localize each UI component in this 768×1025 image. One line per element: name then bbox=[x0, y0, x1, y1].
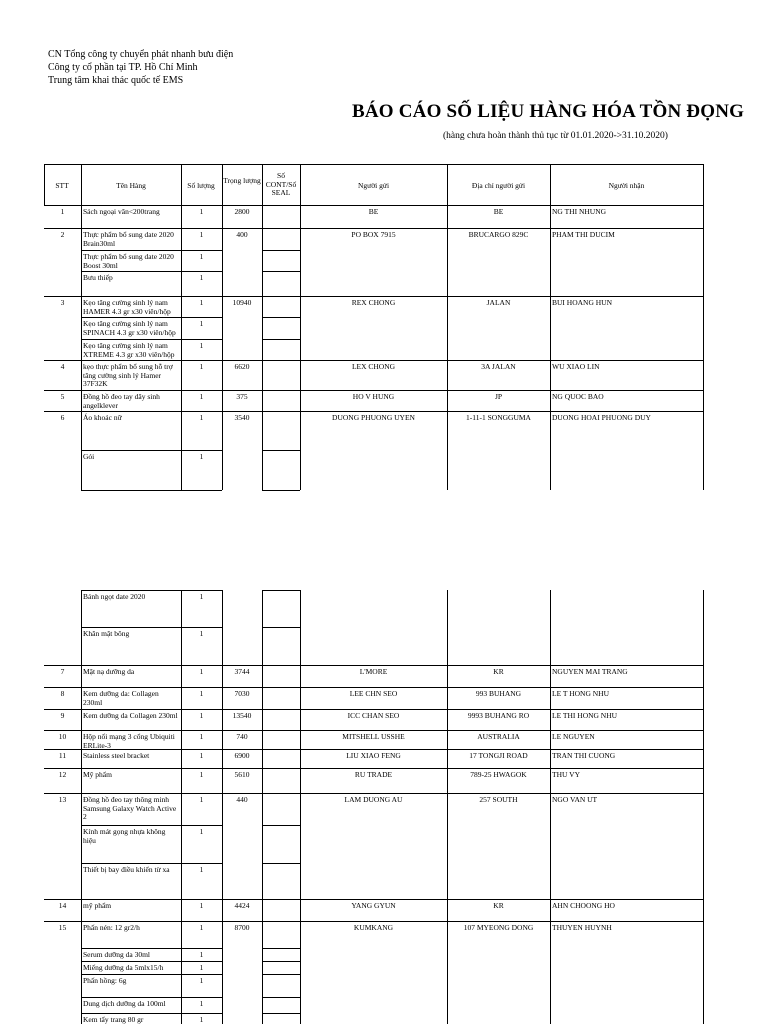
col-header-ten-hang: Tên Hàng bbox=[116, 181, 146, 190]
col-header-so-luong: Số lượng bbox=[187, 181, 215, 190]
cell-sl: 1 bbox=[199, 963, 204, 972]
cell-nhan: DUONG HOAI PHUONG DUY bbox=[552, 413, 651, 422]
grid-line bbox=[262, 997, 300, 998]
cell-tl: 13540 bbox=[232, 711, 252, 720]
grid-line bbox=[81, 590, 82, 1024]
grid-line bbox=[262, 590, 263, 1024]
cell-nhan: LE THI HONG NHU bbox=[552, 711, 618, 720]
company-line-2: Công ty cổ phần tại TP. Hồ Chí Minh bbox=[48, 62, 198, 73]
grid-line bbox=[81, 627, 222, 628]
grid-line bbox=[81, 317, 222, 318]
grid-line bbox=[703, 205, 704, 490]
cell-gui: YANG GYUN bbox=[351, 901, 396, 910]
cell-stt: 13 bbox=[58, 795, 67, 804]
grid-line bbox=[222, 205, 223, 490]
grid-line bbox=[81, 205, 82, 490]
cell-stt: 10 bbox=[58, 732, 67, 741]
grid-line bbox=[262, 250, 300, 251]
grid-line bbox=[703, 164, 704, 205]
cell-sl: 1 bbox=[199, 711, 204, 720]
grid-line bbox=[81, 948, 222, 949]
cell-ten: Kẹo tăng cường sinh lý nam HAMER 4.3 gr x30 viên/hộp bbox=[83, 298, 171, 316]
cell-gui: MITSHELL USSHE bbox=[342, 732, 405, 741]
grid-line bbox=[44, 709, 703, 710]
grid-line bbox=[262, 164, 263, 205]
cell-ten: Kem dưỡng da: Collagen 230ml bbox=[83, 689, 159, 707]
col-header-stt: STT bbox=[55, 181, 69, 190]
company-line-1: CN Tổng công ty chuyển phát nhanh bưu điện bbox=[48, 49, 234, 60]
cell-sl: 1 bbox=[199, 923, 204, 932]
grid-line bbox=[81, 590, 222, 591]
cell-ten: Serum dưỡng da 30ml bbox=[83, 950, 150, 959]
cell-dc: 1-11-1 SONGGUMA bbox=[466, 413, 531, 422]
grid-line bbox=[300, 205, 301, 490]
cell-dc: KR bbox=[493, 667, 504, 676]
cell-nhan: NG THI NHUNG bbox=[552, 207, 607, 216]
grid-line bbox=[262, 825, 300, 826]
cell-nhan: NG QUOC BAO bbox=[552, 392, 604, 401]
grid-line bbox=[447, 164, 448, 205]
cell-nhan: PHAM THI DUCIM bbox=[552, 230, 615, 239]
cell-ten: Thực phẩm bổ sung date 2020 Boost 30ml bbox=[83, 252, 174, 270]
cell-dc: AUSTRALIA bbox=[477, 732, 520, 741]
grid-line bbox=[300, 164, 301, 205]
cell-tl: 10940 bbox=[232, 298, 252, 307]
grid-line bbox=[44, 164, 703, 165]
grid-line bbox=[81, 961, 222, 962]
grid-line bbox=[262, 490, 300, 491]
cell-ten: Kẹo tăng cường sinh lý nam XTREME 4.3 gr x30 viên/hộp bbox=[83, 341, 175, 359]
cell-gui: LAM DUONG AU bbox=[344, 795, 403, 804]
grid-line bbox=[300, 590, 301, 1024]
grid-line bbox=[81, 271, 222, 272]
cell-dc: 107 MYEONG DONG bbox=[463, 923, 534, 932]
report-title: BÁO CÁO SỐ LIỆU HÀNG HÓA TỒN ĐỌNG bbox=[352, 101, 745, 122]
cell-sl: 1 bbox=[199, 950, 204, 959]
grid-line bbox=[181, 205, 182, 490]
cell-stt: 12 bbox=[58, 770, 67, 779]
grid-line bbox=[44, 793, 703, 794]
cell-nhan: WU XIAO LIN bbox=[552, 362, 600, 371]
grid-line bbox=[262, 339, 300, 340]
cell-dc: JP bbox=[494, 392, 503, 401]
cell-dc: 3A JALAN bbox=[481, 362, 516, 371]
cell-stt: 3 bbox=[60, 298, 65, 307]
grid-line bbox=[262, 590, 300, 591]
grid-line bbox=[262, 863, 300, 864]
cell-ten: Áo khoác nữ bbox=[83, 413, 122, 422]
cell-ten: kẹo thực phẩm bổ sung hỗ trợ tăng cường sinh lý Hamer 37F32K bbox=[83, 362, 173, 388]
cell-ten: Mặt nạ dưỡng da bbox=[83, 667, 135, 676]
cell-nhan: LE T HONG NHU bbox=[552, 689, 610, 698]
col-header-dia-chi: Địa chỉ người gửi bbox=[471, 181, 526, 190]
cell-stt: 1 bbox=[60, 207, 65, 216]
grid-line bbox=[262, 1013, 300, 1014]
grid-line bbox=[181, 590, 182, 1024]
cell-sl: 1 bbox=[199, 230, 204, 239]
cell-stt: 15 bbox=[58, 923, 67, 932]
cell-sl: 1 bbox=[199, 999, 204, 1008]
cell-tl: 375 bbox=[236, 392, 248, 401]
cell-tl: 8700 bbox=[234, 923, 250, 932]
cell-stt: 6 bbox=[60, 413, 65, 422]
cell-tl: 400 bbox=[236, 230, 248, 239]
cell-nhan: THU VY bbox=[552, 770, 580, 779]
cell-dc: KR bbox=[493, 901, 504, 910]
cell-sl: 1 bbox=[199, 629, 204, 638]
cell-sl: 1 bbox=[199, 298, 204, 307]
grid-line bbox=[550, 590, 551, 1024]
cell-sl: 1 bbox=[199, 452, 204, 461]
grid-line bbox=[81, 450, 222, 451]
cell-ten: Gói bbox=[83, 452, 95, 461]
grid-line bbox=[44, 411, 703, 412]
grid-line bbox=[81, 863, 222, 864]
cell-stt: 8 bbox=[60, 689, 65, 698]
cell-gui: ICC CHAN SEO bbox=[347, 711, 400, 720]
cell-dc: 993 BUHANG bbox=[475, 689, 522, 698]
col-header-trong-luong: Trọng lượng bbox=[223, 176, 261, 185]
cell-gui: REX CHONG bbox=[351, 298, 396, 307]
cell-nhan: THUYEN HUYNH bbox=[552, 923, 612, 932]
cell-gui: BE bbox=[368, 207, 379, 216]
grid-line bbox=[81, 250, 222, 251]
grid-line bbox=[81, 164, 82, 205]
col-header-nguoi-gui: Người gửi bbox=[357, 181, 390, 190]
cell-stt: 5 bbox=[60, 392, 65, 401]
grid-line bbox=[222, 590, 223, 1024]
grid-line bbox=[81, 339, 222, 340]
grid-line bbox=[44, 164, 45, 205]
cell-stt: 11 bbox=[58, 751, 67, 760]
grid-line bbox=[44, 768, 703, 769]
cell-ten: Phấn nén: 12 gr2/h bbox=[83, 923, 140, 932]
grid-line bbox=[44, 921, 703, 922]
cell-ten: Kẹo tăng cường sinh lý nam SPINACH 4.3 gr x30 viên/hộp bbox=[83, 319, 176, 337]
cell-gui: KUMKANG bbox=[353, 923, 394, 932]
grid-line bbox=[447, 590, 448, 1024]
grid-line bbox=[81, 825, 222, 826]
cell-ten: Thực phẩm bổ sung date 2020 Brain30ml bbox=[83, 230, 174, 248]
cell-sl: 1 bbox=[199, 252, 204, 261]
grid-line bbox=[44, 296, 703, 297]
grid-line bbox=[262, 450, 300, 451]
cell-tl: 2800 bbox=[234, 207, 250, 216]
cell-sl: 1 bbox=[199, 901, 204, 910]
grid-line bbox=[550, 164, 551, 205]
cell-sl: 1 bbox=[199, 667, 204, 676]
cell-dc: BRUCARGO 829C bbox=[468, 230, 529, 239]
cell-sl: 1 bbox=[199, 341, 204, 350]
cell-stt: 4 bbox=[60, 362, 65, 371]
cell-sl: 1 bbox=[199, 865, 204, 874]
cell-sl: 1 bbox=[199, 1015, 204, 1024]
cell-stt: 14 bbox=[58, 901, 67, 910]
cell-ten: Khăn mặt bông bbox=[83, 629, 130, 638]
cell-ten: Hộp nối mạng 3 cổng Ubiquiti ERLite-3 bbox=[83, 732, 175, 750]
grid-line bbox=[703, 590, 704, 1024]
grid-line bbox=[44, 390, 703, 391]
cell-ten: Kính mát gọng nhựa không hiệu bbox=[83, 827, 166, 845]
cell-ten: Bưu thiếp bbox=[83, 273, 113, 282]
cell-sl: 1 bbox=[199, 751, 204, 760]
cell-sl: 1 bbox=[199, 319, 204, 328]
cell-tl: 3540 bbox=[234, 413, 250, 422]
cell-sl: 1 bbox=[199, 689, 204, 698]
cell-ten: Sách ngoại văn<200trang bbox=[83, 207, 160, 216]
grid-line bbox=[262, 205, 263, 490]
cell-nhan: BUI HOANG HUN bbox=[552, 298, 612, 307]
cell-tl: 6620 bbox=[234, 362, 250, 371]
cell-ten: Đồng hồ đeo tay thông minh Samsung Galaxy Watch Active 2 bbox=[83, 795, 177, 821]
grid-line bbox=[81, 490, 222, 491]
cell-nhan: LE NGUYEN bbox=[552, 732, 595, 741]
cell-gui: RU TRADE bbox=[354, 770, 393, 779]
grid-line bbox=[44, 665, 703, 666]
cell-ten: Kem tẩy trang 80 gr bbox=[83, 1015, 144, 1024]
grid-line bbox=[262, 627, 300, 628]
grid-line bbox=[81, 1013, 222, 1014]
cell-tl: 5610 bbox=[234, 770, 250, 779]
cell-sl: 1 bbox=[199, 207, 204, 216]
report-subtitle: (hàng chưa hoàn thành thủ tục từ 01.01.2020->31.10.2020) bbox=[443, 131, 668, 141]
cell-tl: 3744 bbox=[234, 667, 250, 676]
cell-tl: 4424 bbox=[234, 901, 250, 910]
grid-line bbox=[81, 974, 222, 975]
cell-sl: 1 bbox=[199, 592, 204, 601]
cell-dc: JALAN bbox=[486, 298, 511, 307]
grid-line bbox=[262, 974, 300, 975]
cell-ten: Mỹ phẩm bbox=[83, 770, 112, 779]
grid-line bbox=[550, 205, 551, 490]
grid-line bbox=[44, 730, 703, 731]
cell-nhan: AHN CHOONG HO bbox=[552, 901, 615, 910]
cell-gui: LEE CHN SEO bbox=[349, 689, 398, 698]
grid-line bbox=[44, 899, 703, 900]
company-line-3: Trung tâm khai thác quốc tế EMS bbox=[48, 75, 184, 86]
cell-ten: Dung dịch dưỡng da 100ml bbox=[83, 999, 166, 1008]
cell-tl: 6900 bbox=[234, 751, 250, 760]
cell-dc: 257 SOUTH bbox=[479, 795, 518, 804]
cell-ten: Stainless steel bracket bbox=[83, 751, 150, 760]
cell-dc: 9993 BUHANG RO bbox=[467, 711, 530, 720]
grid-line bbox=[44, 687, 703, 688]
cell-ten: Miếng dưỡng da 5mlx15/h bbox=[83, 963, 164, 972]
cell-sl: 1 bbox=[199, 795, 204, 804]
grid-line bbox=[262, 271, 300, 272]
cell-tl: 440 bbox=[236, 795, 248, 804]
cell-stt: 9 bbox=[60, 711, 65, 720]
cell-sl: 1 bbox=[199, 827, 204, 836]
grid-line bbox=[262, 317, 300, 318]
grid-line bbox=[44, 205, 703, 206]
col-header-nguoi-nhan: Người nhận bbox=[608, 181, 645, 190]
cell-dc: BE bbox=[493, 207, 504, 216]
cell-sl: 1 bbox=[199, 732, 204, 741]
cell-dc: 17 TONGJI ROAD bbox=[469, 751, 528, 760]
grid-line bbox=[44, 228, 703, 229]
cell-sl: 1 bbox=[199, 273, 204, 282]
cell-ten: Thiết bị bay điều khiển từ xa bbox=[83, 865, 170, 874]
cell-ten: Bánh ngọt date 2020 bbox=[83, 592, 146, 601]
cell-gui: PO BOX 7915 bbox=[351, 230, 396, 239]
cell-sl: 1 bbox=[199, 413, 204, 422]
cell-gui: DUONG PHUONG UYEN bbox=[332, 413, 415, 422]
grid-line bbox=[181, 164, 182, 205]
cell-stt: 2 bbox=[60, 230, 65, 239]
grid-line bbox=[81, 997, 222, 998]
cell-gui: LEX CHONG bbox=[351, 362, 396, 371]
cell-nhan: TRAN THI CUONG bbox=[552, 751, 616, 760]
cell-dc: 789-25 HWAGOK bbox=[470, 770, 527, 779]
grid-line bbox=[262, 948, 300, 949]
grid-line bbox=[447, 205, 448, 490]
cell-ten: mỹ phẩm bbox=[83, 901, 112, 910]
cell-gui: LIU XIAO FENG bbox=[346, 751, 401, 760]
grid-line bbox=[44, 749, 703, 750]
grid-line bbox=[44, 360, 703, 361]
cell-ten: Phấn hồng: 6g bbox=[83, 976, 127, 985]
cell-sl: 1 bbox=[199, 770, 204, 779]
cell-sl: 1 bbox=[199, 976, 204, 985]
cell-ten: Đồng hồ đeo tay dây sinh angelklever bbox=[83, 392, 160, 410]
cell-tl: 740 bbox=[236, 732, 248, 741]
col-header-so-cont: Số CONT/Số SEAL bbox=[265, 171, 297, 197]
grid-line bbox=[222, 164, 223, 205]
cell-nhan: NGUYEN MAI TRANG bbox=[552, 667, 628, 676]
cell-gui: L'MORE bbox=[359, 667, 388, 676]
cell-sl: 1 bbox=[199, 392, 204, 401]
cell-ten: Kem dưỡng da Collagen 230ml bbox=[83, 711, 178, 720]
cell-sl: 1 bbox=[199, 362, 204, 371]
cell-tl: 7030 bbox=[234, 689, 250, 698]
cell-stt: 7 bbox=[60, 667, 65, 676]
grid-line bbox=[262, 961, 300, 962]
cell-nhan: NGO VAN UT bbox=[552, 795, 598, 804]
cell-gui: HO V HUNG bbox=[352, 392, 395, 401]
